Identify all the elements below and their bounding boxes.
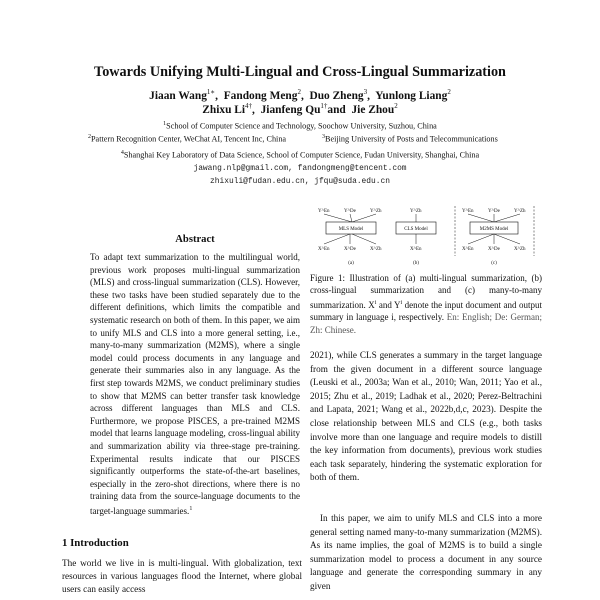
fig-label: Y^En xyxy=(318,209,330,214)
fig-label: Y^En xyxy=(462,209,474,214)
affiliation-text: Beijing University of Posts and Telecommunications xyxy=(325,134,498,144)
abstract-heading: Abstract xyxy=(175,234,215,245)
affiliation-2 xyxy=(88,132,286,145)
fig-label: Y^De xyxy=(344,209,356,214)
affiliation-3 xyxy=(322,132,498,145)
fig-label: X^En xyxy=(410,247,422,252)
author-mark: 4† xyxy=(245,102,253,110)
fig-label: Y^Zh xyxy=(514,209,526,214)
author-mark: 2 xyxy=(447,88,451,96)
author-mark: 2 xyxy=(394,102,398,110)
affiliation-text: Shanghai Key Laboratory of Data Science, School of Computer Science, Fudan University, Shanghai, China xyxy=(123,150,480,160)
paper-title: Towards Unifying Multi-Lingual and Cross-Lingual Summarization xyxy=(94,64,506,80)
fig-box-label: MLS Model xyxy=(338,227,364,232)
fig-label: Y^Zh xyxy=(410,209,422,214)
fig-label: Y^De xyxy=(488,209,500,214)
figure-panel-c xyxy=(462,209,526,266)
fig-box-label: CLS Model xyxy=(404,227,428,232)
author-name: Fandong Meng xyxy=(223,89,298,102)
author-name: Jie Zhou xyxy=(351,103,395,116)
author-name: Duo Zheng xyxy=(309,89,364,102)
author-line-2: Zhixu $Li^{4\dagger}$, Jianfeng $Qu^{1\dagger}and$ Jie Zhou$^2$ xyxy=(202,102,398,116)
caption-sup: i xyxy=(374,299,377,306)
fig-box-label: M2MS Model xyxy=(479,227,509,232)
caption-text: and Y xyxy=(376,299,401,310)
figure-panel-a xyxy=(318,209,382,266)
figure-caption xyxy=(310,272,542,336)
figure-panel-b xyxy=(396,209,436,266)
author-line-1: Jiaan Wang$^{1∗}$, Fandong Meng$^2$, Duo Zheng$^3$, Yunlong Liang$^2$ xyxy=(149,88,451,102)
author-mark: 1∗ xyxy=(206,88,216,96)
right-paragraph-2: In this paper, we aim to unify MLS and CLS into a more general setting named many-to-many summarization (M2MS). As its name implies, the goal of M2MS is to build a single summarization model to process a document in any source language and generate the corresponding summary in any given xyxy=(310,513,542,591)
affiliation-4 xyxy=(0,148,600,161)
abstract-body xyxy=(90,251,300,517)
author-name: Zhixu Li xyxy=(202,103,246,116)
caption-text: Figure 1: Illustration of (a) multi-lingual summarization, (b) cross-lingual summarization and (c) many-to-many summarization. X xyxy=(310,273,542,310)
footnote-mark: 1 xyxy=(189,505,193,512)
affiliation-1 xyxy=(0,119,600,132)
author-mark: 2 xyxy=(297,88,301,96)
fig-tag: (c) xyxy=(491,261,497,266)
fig-tag: (b) xyxy=(413,261,419,266)
author-mark: 3 xyxy=(363,88,368,96)
affiliation-mark: 3 xyxy=(322,134,325,140)
fig-label: X^De xyxy=(344,247,356,252)
abstract-text: To adapt text summarization to the multilingual world, previous work proposes multi-lingual summarization (MLS) and cross-lingual summarization (CLS). However, these two tasks have been studied separately due to the different definitions, which limits the compatible and systematic research on both of them. In this paper, we aim to unify MLS and CLS into a more general setting, i.e., many-to-many summarization (M2MS), where a single model could process documents in any language and generate their summaries also in any language. As the first step towards M2MS, we conduct preliminary studies to show that M2MS can better transfer task knowledge across different languages than MLS and CLS. Furthermore, we propose PISCES, a pre-trained M2MS model that learns language modeling, cross-lingual ability and summarization ability via three-stage pre-training. Experimental results indicate that our PISCES significantly outperforms the state-of-the-art baselines, especially in the zero-shot directions, where there is no training data from the source-language documents to the target-language summaries. xyxy=(90,252,300,516)
author-name: Jianfeng Qu xyxy=(260,103,321,116)
fig-label: X^En xyxy=(462,247,474,252)
affiliation-text: Pattern Recognition Center, WeChat AI, Tencent Inc, China xyxy=(91,134,287,144)
affiliation-text: School of Computer Science and Technology, Soochow University, Suzhou, China xyxy=(166,121,437,131)
section-heading-introduction: 1 Introduction xyxy=(62,537,129,549)
caption-text: denote the input document and output summary in language i, respectively. xyxy=(310,299,542,323)
fig-label: X^Zh xyxy=(514,247,526,252)
intro-paragraph: The world we live in is multi-lingual. With globalization, text resources in various languages flood the Internet, where global users can easily access xyxy=(62,558,302,594)
affiliation-mark: 4 xyxy=(120,150,124,156)
caption-languages: En: English; De: German; Zh: Chinese. xyxy=(310,312,542,335)
fig-label: X^En xyxy=(318,247,330,252)
author-name: Yunlong Liang xyxy=(375,89,448,102)
author-mark: 1† xyxy=(320,102,328,110)
affiliation-mark: 2 xyxy=(88,134,91,140)
figure-1 xyxy=(312,204,542,268)
fig-label: X^Zh xyxy=(370,247,382,252)
affiliation-mark: 1 xyxy=(163,121,167,127)
right-paragraph-1: 2021), while CLS generates a summary in the target language from the given document in a different source language (Leuski et al., 2003a; Wan et al., 2010; Wan, 2011; Yao et al., 2015; Zhu et al., 2019; Ladhak et al., 2020; Perez-Beltrachini and Lapata, 2021; Wang et al., 2022b,d,c, 2023). Despite the close relationship between MLS and CLS (e.g., both tasks involve more than one language and require models to distill the key information from documents), previous work studies each task separately, hindering the systematic exploration for both of them. xyxy=(310,350,542,483)
author-name: Jiaan Wang xyxy=(149,89,207,102)
email-line-2: zhixuli@fudan.edu.cn, jfqu@suda.edu.cn xyxy=(210,177,390,186)
fig-label: Y^Zh xyxy=(370,209,382,214)
email-line-1: jawang.nlp@gmail.com, fandongmeng@tencent.com xyxy=(193,164,407,173)
fig-label: X^De xyxy=(488,247,500,252)
fig-tag: (a) xyxy=(348,261,354,266)
caption-sup: i xyxy=(400,299,403,306)
